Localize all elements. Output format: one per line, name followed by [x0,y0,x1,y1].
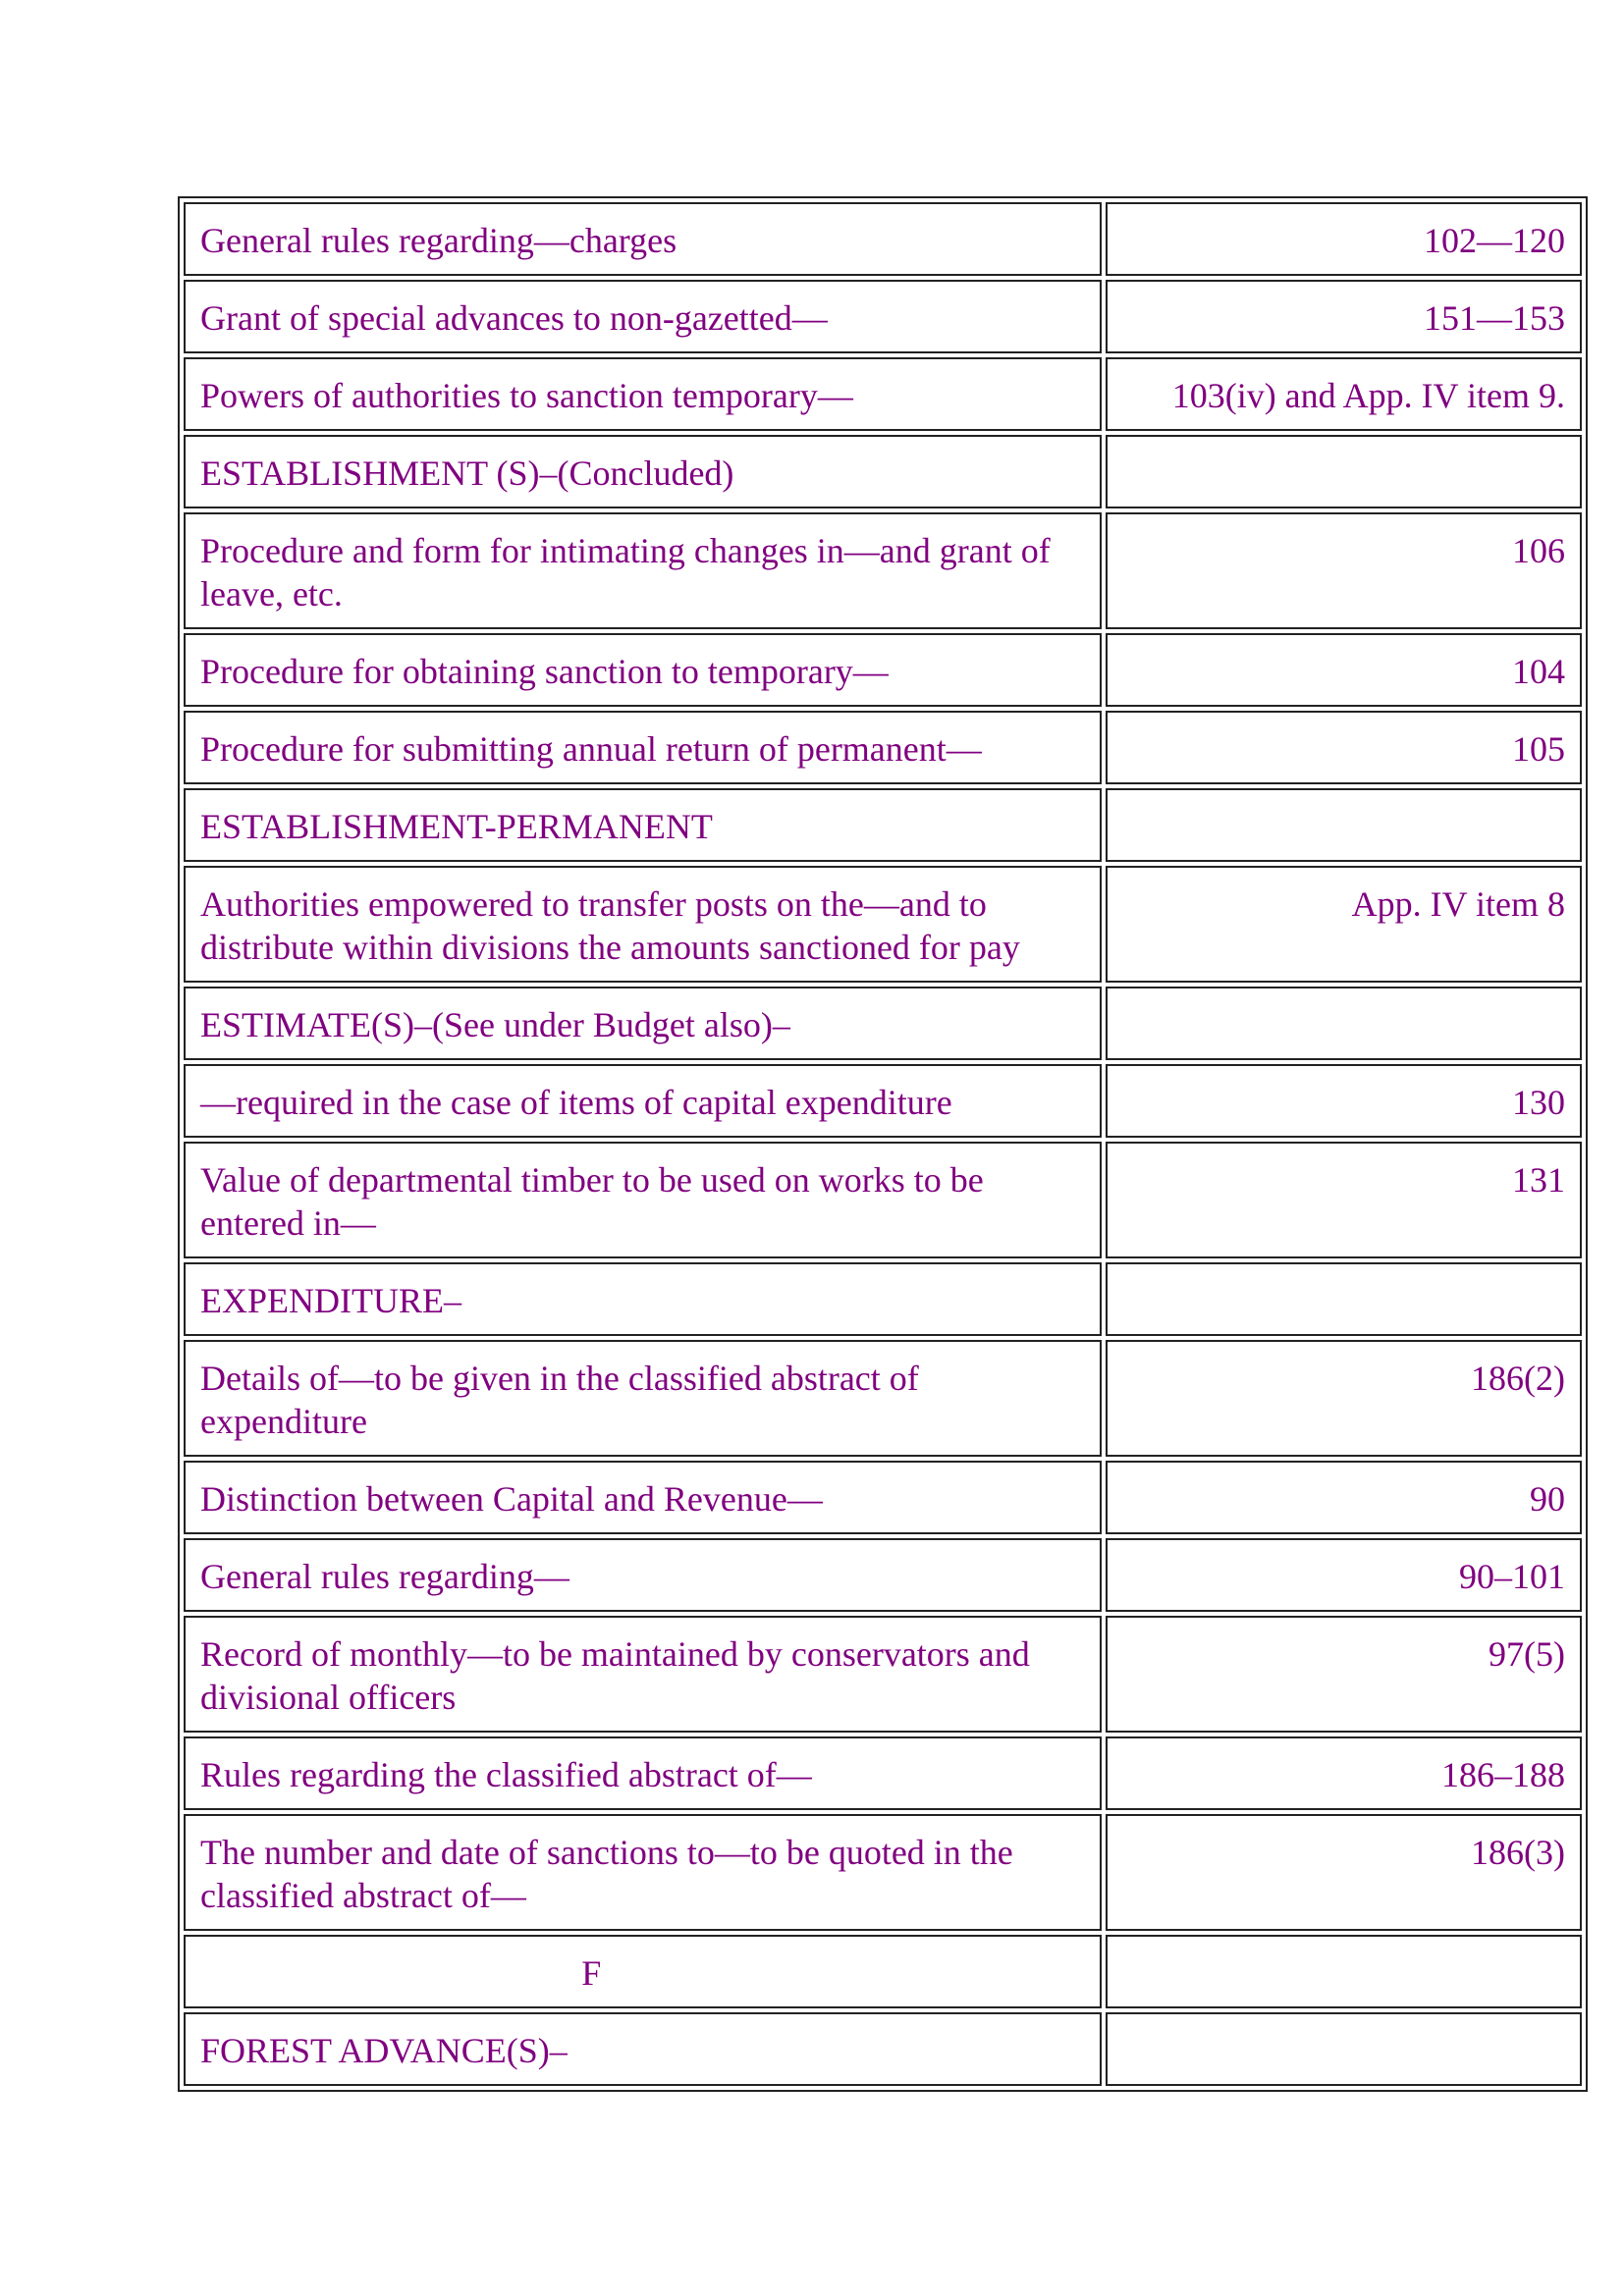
paragraph-reference: 104 [1106,633,1582,707]
index-term: Rules regarding the classified abstract of— [184,1736,1102,1810]
index-row [184,711,1582,784]
index-term: Procedure for submitting annual return of permanent— [184,711,1102,784]
index-term: Grant of special advances to non-gazetted— [184,280,1102,353]
index-row [184,1736,1582,1810]
index-row [184,1340,1582,1457]
index-table [178,196,1588,2092]
index-term: Details of—to be given in the classified abstract of expenditure [184,1340,1102,1457]
paragraph-reference [1106,1935,1582,2008]
index-row [184,512,1582,629]
index-row [184,866,1582,983]
index-row [184,357,1582,431]
index-row [184,2012,1582,2086]
paragraph-reference: 102—120 [1106,202,1582,276]
paragraph-reference [1106,2012,1582,2086]
index-term: FOREST ADVANCE(S)– [184,2012,1102,2086]
index-term: Record of monthly—to be maintained by conservators and divisional officers [184,1616,1102,1733]
index-term: EXPENDITURE– [184,1262,1102,1336]
index-term: Authorities empowered to transfer posts on the—and to distribute within divisions the amounts sanctioned for pay [184,866,1102,983]
index-row [184,1814,1582,1931]
index-term: ESTABLISHMENT (S)–(Concluded) [184,435,1102,508]
index-term: ESTABLISHMENT-PERMANENT [184,788,1102,862]
index-term: Procedure for obtaining sanction to temporary— [184,633,1102,707]
index-row [184,1616,1582,1733]
index-term: Powers of authorities to sanction temporary— [184,357,1102,431]
paragraph-reference [1106,987,1582,1060]
index-term: General rules regarding—charges [184,202,1102,276]
index-row [184,1142,1582,1258]
index-row [184,1262,1582,1336]
index-row [184,788,1582,862]
paragraph-reference: 131 [1106,1142,1582,1258]
paragraph-reference [1106,1262,1582,1336]
index-row [184,435,1582,508]
index-term: Procedure and form for intimating changes in—and grant of leave, etc. [184,512,1102,629]
index-term: The number and date of sanctions to—to be quoted in the classified abstract of— [184,1814,1102,1931]
paragraph-reference: 186(2) [1106,1340,1582,1457]
index-row [184,1538,1582,1612]
paragraph-reference [1106,788,1582,862]
paragraph-reference: 103(iv) and App. IV item 9. [1106,357,1582,431]
index-term: Distinction between Capital and Revenue— [184,1461,1102,1534]
index-row [184,633,1582,707]
paragraph-reference: 151—153 [1106,280,1582,353]
index-row [184,280,1582,353]
paragraph-reference: 97(5) [1106,1616,1582,1733]
index-term: ESTIMATE(S)–(See under Budget also)– [184,987,1102,1060]
index-table-body [184,202,1582,2086]
paragraph-reference: 186(3) [1106,1814,1582,1931]
paragraph-reference: 106 [1106,512,1582,629]
paragraph-reference: 90–101 [1106,1538,1582,1612]
paragraph-reference: App. IV item 8 [1106,866,1582,983]
paragraph-reference: 105 [1106,711,1582,784]
paragraph-reference: 90 [1106,1461,1582,1534]
index-term: General rules regarding— [184,1538,1102,1612]
paragraph-reference [1106,435,1582,508]
index-term: —required in the case of items of capital expenditure [184,1064,1102,1138]
paragraph-reference: 130 [1106,1064,1582,1138]
index-row [184,1461,1582,1534]
index-row [184,202,1582,276]
paragraph-reference: 186–188 [1106,1736,1582,1810]
index-row [184,987,1582,1060]
section-letter-heading: F [184,1935,1102,2008]
index-row [184,1935,1582,2008]
index-term: Value of departmental timber to be used on works to be entered in— [184,1142,1102,1258]
index-row [184,1064,1582,1138]
